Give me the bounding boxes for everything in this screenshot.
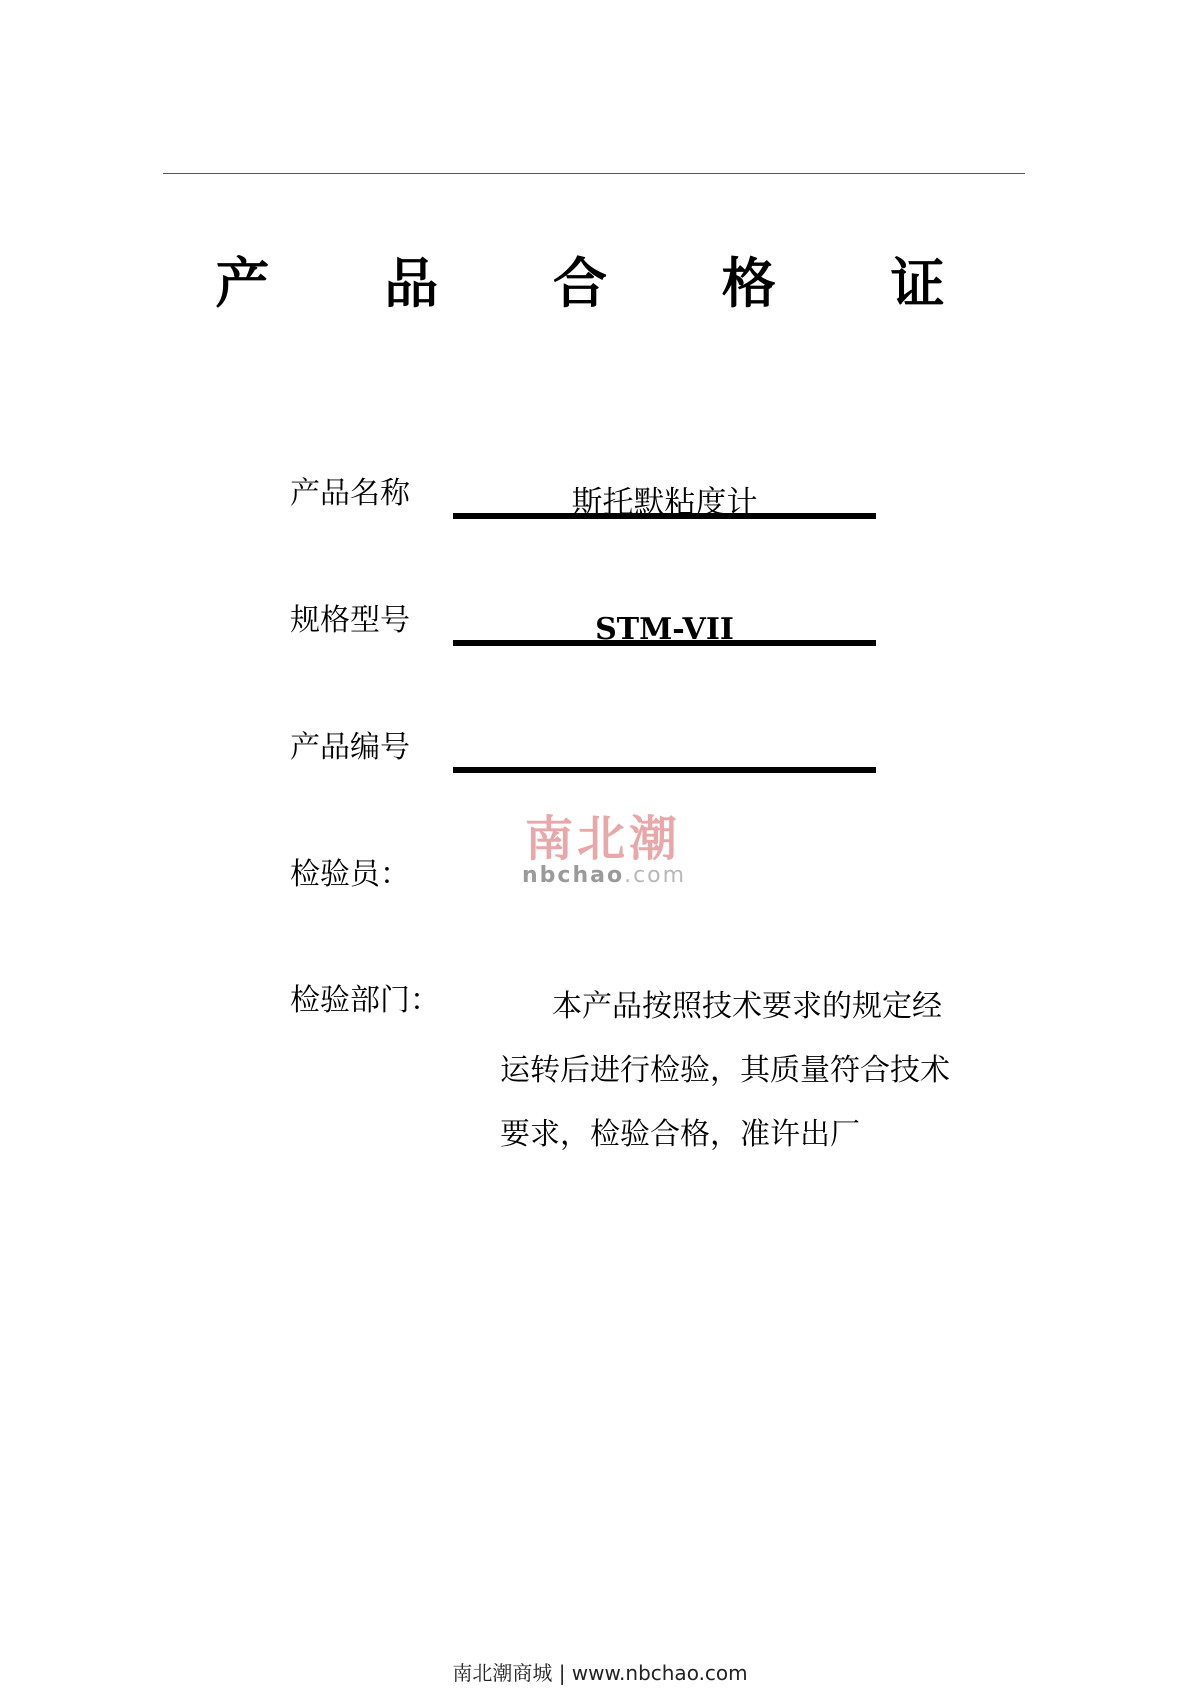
inspector-label: 检验员： xyxy=(290,857,410,892)
conformity-statement: 本产品按照技术要求的规定经运转后进行检验，其质量符合技术要求，检验合格，准许出厂 xyxy=(500,989,950,1152)
model-label: 规格型号 xyxy=(290,603,410,638)
model-value: STM-VII xyxy=(595,612,734,647)
product-name-label: 产品名称 xyxy=(290,476,410,511)
serial-number-field xyxy=(453,731,876,773)
department-label: 检验部门： xyxy=(290,983,440,1018)
watermark-cn: 南北潮 xyxy=(524,811,681,867)
watermark-logo xyxy=(518,812,688,892)
product-name-value: 斯托默粘度计 xyxy=(571,485,758,521)
product-name-field xyxy=(453,477,876,519)
model-field xyxy=(453,604,876,646)
serial-number-label: 产品编号 xyxy=(290,730,410,765)
header-rule xyxy=(163,173,1025,174)
watermark-en: nbchao.com xyxy=(522,863,687,888)
document-title: 产 品 合 格 证 xyxy=(215,251,993,315)
footer-text: 南北潮商城 | www.nbchao.com xyxy=(452,1661,748,1685)
